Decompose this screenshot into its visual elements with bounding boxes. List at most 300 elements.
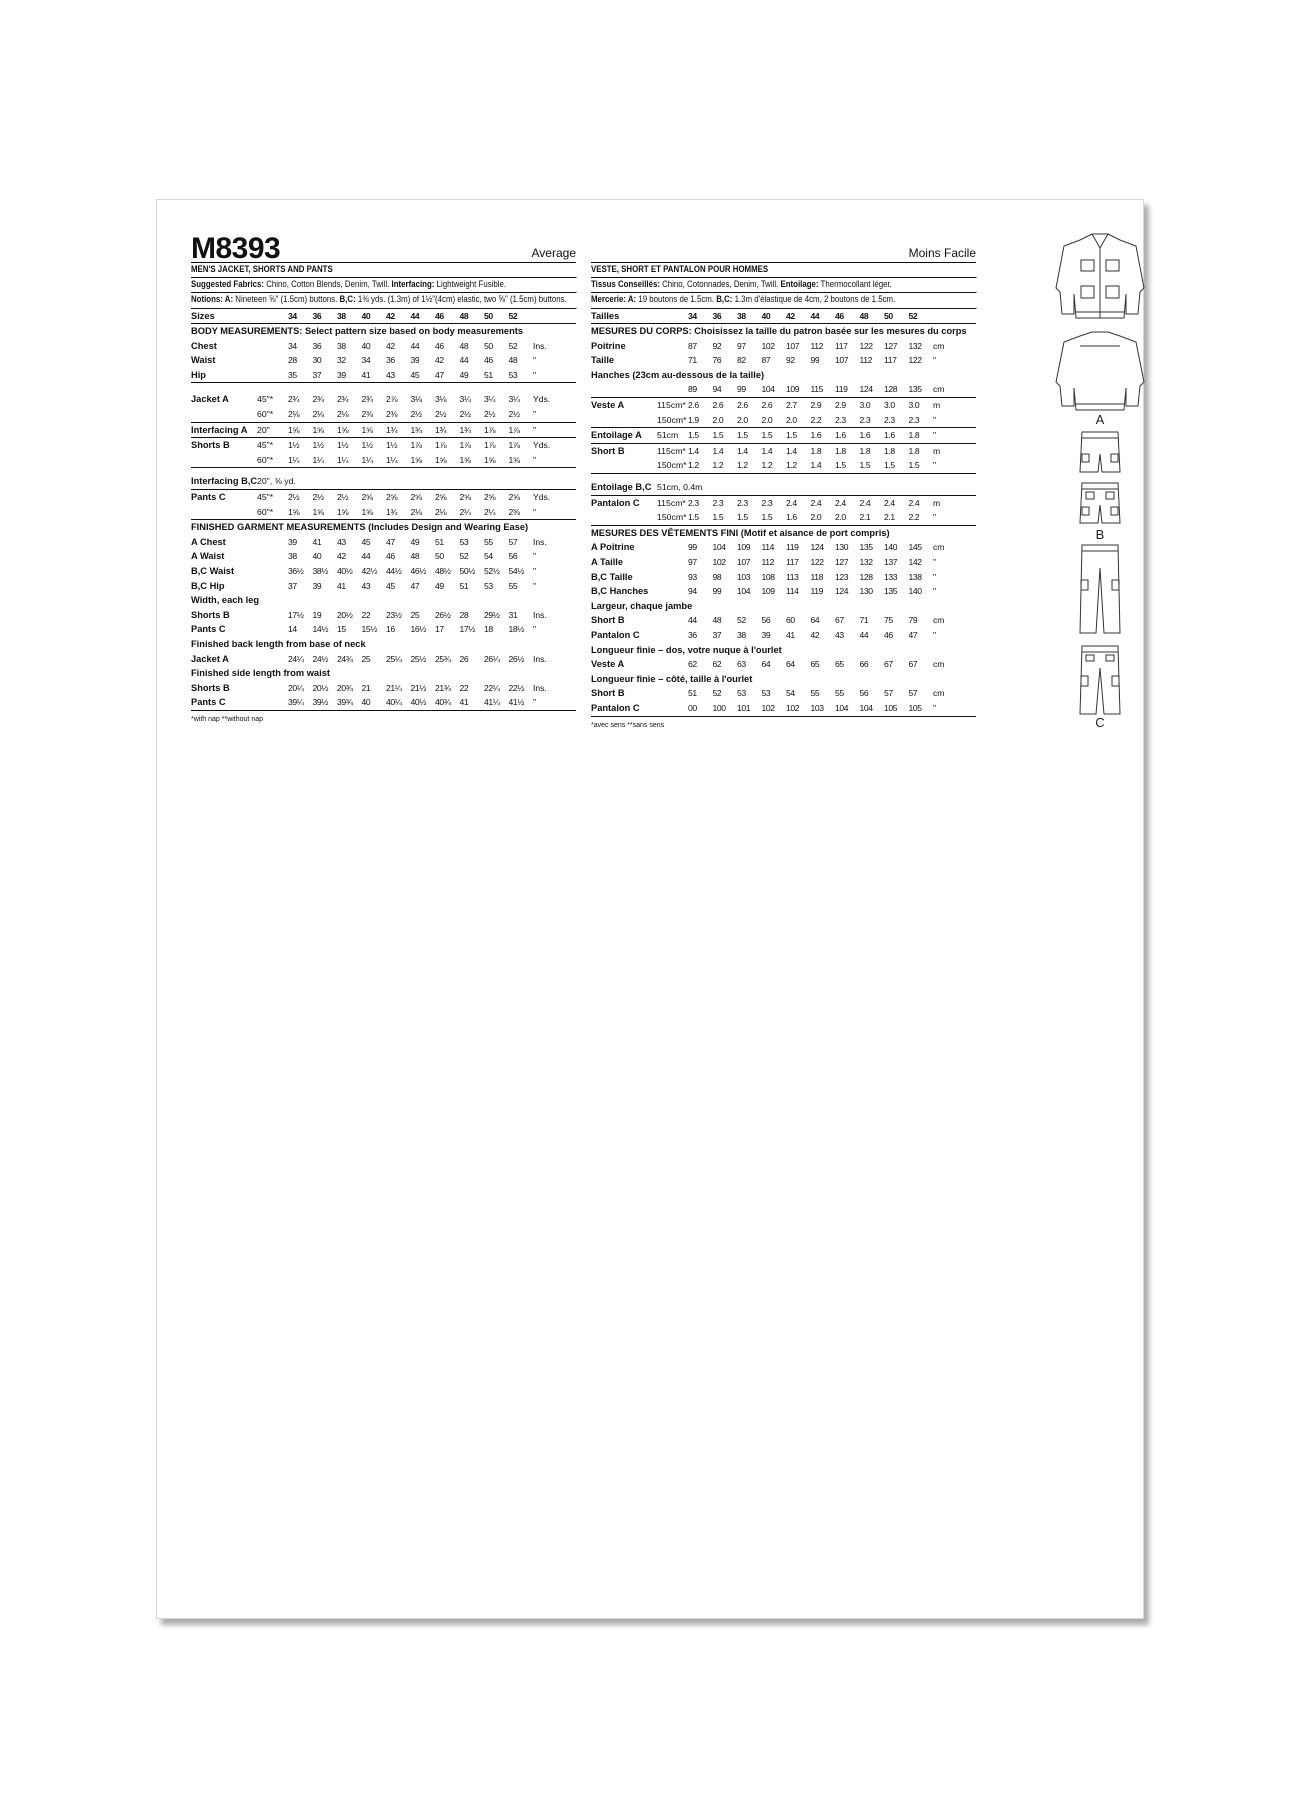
unit: cm: [933, 340, 945, 351]
size-value: 1⅞: [509, 422, 534, 438]
unit: ": [933, 701, 976, 716]
size-value: 1.5: [713, 428, 738, 444]
size-value: 1.5: [762, 428, 787, 444]
notions-line-fr: [591, 293, 976, 309]
size-value: 16½: [410, 624, 427, 635]
size-value: 42: [386, 309, 411, 324]
size-value: 1.6: [860, 428, 885, 444]
unit: ": [933, 510, 976, 525]
size-value: 19: [312, 609, 322, 620]
notions-label-bc-fr: B,C:: [716, 294, 733, 305]
fabric-width: 150cm*: [657, 413, 688, 428]
table-row: [591, 540, 976, 555]
size-value: 2⅛: [435, 505, 460, 520]
size-value: 50: [484, 340, 493, 351]
size-value: 39½: [313, 695, 338, 710]
size-value: 1.6: [835, 428, 860, 444]
size-value: 1⅞: [459, 440, 471, 451]
row-label: A Poitrine: [591, 542, 635, 553]
size-value: 3¼: [459, 394, 471, 405]
size-value: 46: [435, 309, 460, 324]
size-value: 20½: [337, 609, 353, 620]
size-value: 79: [908, 615, 918, 626]
unit: ": [933, 355, 937, 366]
size-value: 14: [288, 624, 297, 635]
size-value: 132: [859, 557, 873, 567]
size-value: 140: [884, 542, 898, 553]
size-value: 128: [884, 382, 909, 397]
size-value: 50: [484, 309, 509, 324]
size-value: 117: [835, 340, 848, 351]
size-value: 53: [509, 368, 534, 383]
size-value: 46½: [410, 566, 427, 576]
size-value: 49: [410, 536, 420, 547]
sketch-label-a: A: [1095, 412, 1105, 427]
unit: ": [933, 586, 937, 597]
size-value: 37: [288, 580, 297, 591]
row-label: Veste A: [591, 659, 625, 670]
fabric-width: [257, 622, 288, 637]
size-value: 39: [288, 536, 297, 547]
row-label: A Taille: [591, 557, 624, 567]
size-value: 40: [362, 695, 387, 710]
fabric-width: [257, 608, 288, 623]
shorts-back-sketch: [1080, 483, 1120, 523]
size-value: 29½: [484, 609, 500, 620]
size-value: 64: [761, 659, 771, 670]
section-heading: Finished side length from waist: [191, 668, 330, 679]
size-value: 76: [712, 355, 722, 366]
unit: ": [933, 571, 937, 582]
size-value: 44: [411, 309, 436, 324]
row-label: Shorts B: [191, 609, 230, 620]
size-value: 2⅜: [362, 407, 387, 422]
table-row: [591, 480, 976, 495]
row-label: A Chest: [191, 536, 226, 547]
section-heading: Longueur finie – dos, votre nuque à l'ourlet: [591, 644, 782, 655]
size-value: 2.3: [909, 413, 934, 428]
row-label: [591, 413, 657, 428]
size-value: 2.6: [712, 400, 724, 411]
pattern-title: MEN'S JACKET, SHORTS AND PANTS: [191, 263, 576, 278]
row-label: Pants C: [191, 492, 226, 503]
row-label: [591, 458, 657, 473]
fabric-width: 20": [257, 422, 288, 438]
size-value: 2⅝: [459, 492, 471, 503]
size-value: 1½: [386, 440, 398, 451]
size-value: 1½: [312, 440, 324, 451]
unit: ": [533, 422, 576, 438]
table-row: [191, 652, 576, 667]
size-value: 21: [361, 682, 371, 693]
unit: ": [933, 413, 976, 428]
sketch-label-c: C: [1095, 715, 1105, 728]
size-value: 2⅝: [361, 492, 373, 503]
size-value: 24¼: [288, 653, 304, 664]
size-value: 48½: [435, 566, 451, 576]
fabric-width: [257, 681, 288, 696]
size-value: 122: [908, 355, 922, 366]
size-value: 48: [712, 615, 722, 626]
table-row: [591, 628, 976, 643]
size-value: 108: [761, 571, 775, 582]
size-value: 132: [908, 340, 922, 351]
size-value: 54½: [508, 566, 525, 576]
unit: cm: [933, 688, 945, 699]
interfacing-label-fr: Entoilage:: [780, 278, 819, 290]
unit: [533, 309, 576, 324]
size-value: 17: [435, 624, 444, 635]
size-value: 2½: [435, 407, 460, 422]
size-value: 26½: [435, 609, 451, 620]
row-label: Short B: [591, 615, 625, 626]
fabric-width: [257, 535, 288, 550]
size-value: 1.5: [688, 428, 713, 444]
unit: ": [933, 557, 937, 567]
size-value: 39: [312, 580, 322, 591]
size-value: 1.5: [762, 510, 787, 525]
unit: ": [933, 629, 937, 640]
size-value: 1.4: [712, 445, 724, 456]
size-value: 2.3: [712, 497, 724, 508]
size-value: 115: [811, 382, 836, 397]
size-value: 71: [859, 615, 869, 626]
size-value: 119: [810, 586, 824, 597]
size-value: 1.5: [713, 510, 738, 525]
fabrics-label: Suggested Fabrics:: [191, 278, 265, 290]
fabric-width: 20", ⅜ yd.: [257, 474, 576, 489]
size-value: 1⅞: [410, 440, 422, 451]
size-value: 1.2: [713, 458, 738, 473]
size-value: 2.0: [713, 413, 738, 428]
size-value: 1.8: [859, 445, 871, 456]
fabric-width: [257, 353, 288, 368]
table-row: [191, 593, 576, 608]
size-value: 52½: [484, 566, 500, 576]
table-row: [591, 672, 976, 687]
size-value: 48: [460, 309, 485, 324]
size-value: 25¾: [435, 653, 451, 664]
footnote: *with nap **without nap: [191, 715, 263, 723]
fabric-width: 51cm: [657, 428, 688, 444]
table-row: [591, 309, 976, 324]
fabrics-text-fr: Chino, Cotonnades, Denim, Twill.: [659, 278, 781, 290]
row-label: Taille: [591, 355, 615, 366]
size-value: 43: [386, 368, 411, 383]
size-value: 1.2: [737, 458, 762, 473]
size-value: 41: [362, 368, 387, 383]
size-value: 40: [362, 309, 387, 324]
size-value: 46: [435, 340, 444, 351]
size-value: 41½: [509, 695, 534, 710]
unit: Ins.: [533, 653, 547, 664]
notions-label: Notions: A:: [191, 294, 234, 305]
size-value: 1.8: [884, 445, 895, 456]
size-value: 2.4: [810, 497, 822, 508]
size-value: 1⅝: [337, 505, 362, 520]
table-row: [191, 564, 576, 579]
size-value: 34: [688, 309, 713, 324]
size-value: 15: [337, 624, 346, 635]
fabric-width: [257, 339, 288, 354]
size-value: 1.2: [762, 458, 787, 473]
size-value: 26½: [508, 653, 525, 664]
size-value: 36: [688, 629, 697, 640]
table-row: [191, 622, 576, 637]
size-value: 34: [288, 340, 297, 351]
size-value: 40: [312, 551, 322, 562]
section-heading: BODY MEASUREMENTS: Select pattern size based on body measurements: [191, 326, 524, 337]
size-value: 38: [737, 629, 746, 640]
size-value: 1⅝: [337, 422, 362, 438]
size-value: 2⅛: [313, 407, 338, 422]
notions-text-a-fr: 19 boutons de 1.5cm.: [636, 294, 717, 305]
size-value: 1.5: [688, 510, 713, 525]
size-value: 57: [508, 536, 518, 547]
size-value: 52: [909, 309, 934, 324]
size-value: 2⅝: [435, 492, 447, 503]
size-value: 1.4: [737, 445, 748, 456]
size-value: 46: [386, 551, 395, 562]
unit: ": [533, 505, 576, 520]
fabric-width: [657, 628, 688, 643]
fabrics-line-fr: [591, 278, 976, 294]
size-value: 2¾: [288, 394, 300, 405]
size-value: 1¾: [460, 422, 485, 438]
size-value: 52: [712, 688, 722, 699]
size-value: 28: [288, 355, 297, 366]
row-label: B,C Taille: [591, 571, 633, 582]
size-value: 2⅝: [508, 492, 520, 503]
size-value: 2.2: [811, 413, 836, 428]
row-label: B,C Waist: [191, 566, 235, 576]
size-value: 122: [810, 557, 824, 567]
fabric-width: [657, 613, 688, 628]
size-value: 104: [762, 382, 787, 397]
size-value: 145: [908, 542, 922, 553]
size-value: 57: [884, 688, 893, 699]
unit: m: [933, 400, 941, 411]
size-value: 21¼: [386, 682, 402, 693]
section-heading: MESURES DES VÊTEMENTS FINI (Motif et aisance de port compris): [591, 527, 890, 538]
unit: ": [533, 624, 537, 635]
size-value: 40: [762, 309, 787, 324]
fabric-width: [257, 579, 288, 594]
size-value: 1.8: [810, 445, 822, 456]
fabric-width: 60"*: [257, 407, 288, 422]
size-value: 94: [688, 586, 697, 597]
size-value: 2.6: [688, 400, 699, 411]
table-row: [591, 686, 976, 701]
row-label: Chest: [191, 340, 217, 351]
size-value: 25: [361, 653, 371, 664]
size-value: 50: [884, 309, 909, 324]
fabric-width: [657, 657, 688, 672]
fabric-width: 45"*: [257, 440, 274, 451]
size-value: 1.4: [811, 458, 836, 473]
interfacing-label: Interfacing:: [391, 278, 435, 290]
size-value: 1.9: [688, 413, 713, 428]
table-row: [191, 637, 576, 652]
size-value: 14½: [312, 624, 329, 635]
size-value: 1.5: [835, 458, 860, 473]
size-value: 20½: [312, 682, 329, 693]
size-value: 130: [835, 542, 849, 553]
size-value: 1.8: [909, 428, 934, 444]
size-value: 65: [810, 659, 820, 670]
size-value: 1.8: [835, 445, 846, 456]
section-heading: Hanches (23cm au-dessous de la taille): [591, 369, 765, 380]
size-value: 22½: [508, 682, 525, 693]
size-value: 45: [386, 580, 395, 591]
size-value: 2.9: [835, 400, 846, 411]
table-row: [591, 443, 976, 458]
table-row: [191, 520, 576, 535]
unit: Ins.: [533, 609, 547, 620]
unit: cm: [933, 615, 945, 626]
size-value: 2½: [312, 492, 324, 503]
size-value: 1⅝: [484, 453, 509, 468]
size-value: 107: [786, 340, 800, 351]
size-value: 124: [835, 586, 849, 597]
size-value: 99: [712, 586, 722, 597]
size-value: 82: [737, 355, 746, 366]
fabric-width: [657, 382, 688, 397]
size-value: 1⅝: [313, 505, 338, 520]
table-row: [591, 599, 976, 614]
size-value: 1¼: [313, 453, 338, 468]
title-row: [191, 232, 576, 265]
size-value: 1¼: [337, 453, 362, 468]
size-value: 1.6: [811, 428, 836, 444]
size-value: 1½: [337, 440, 349, 451]
size-value: 92: [786, 355, 795, 366]
unit: m: [933, 445, 941, 456]
size-value: 2.3: [860, 413, 885, 428]
size-value: 55: [810, 688, 820, 699]
table-row: [191, 535, 576, 550]
unit: Ins.: [533, 340, 547, 351]
size-value: 2½: [337, 492, 349, 503]
size-value: 1.4: [688, 445, 699, 456]
size-value: 99: [688, 542, 697, 553]
size-value: 104: [835, 701, 860, 716]
row-label: B,C Hanches: [591, 586, 649, 597]
size-value: 109: [737, 542, 751, 553]
fabric-width: 45"*: [257, 492, 274, 503]
size-value: 2½: [509, 407, 534, 422]
size-value: 128: [859, 571, 873, 582]
unit: ": [533, 453, 576, 468]
size-value: 44: [859, 629, 869, 640]
size-value: 2⅝: [484, 492, 496, 503]
size-value: 51: [484, 368, 509, 383]
section-heading: FINISHED GARMENT MEASUREMENTS (Includes Design and Wearing Ease): [191, 522, 529, 533]
size-value: 43: [337, 536, 346, 547]
size-value: 34: [361, 355, 371, 366]
size-value: 89: [688, 382, 713, 397]
size-value: 75: [884, 615, 893, 626]
size-value: 40¼: [386, 695, 411, 710]
size-value: 41: [312, 536, 322, 547]
fabric-width: [657, 555, 688, 570]
size-value: 2.0: [811, 510, 836, 525]
spacer-cell: [191, 383, 576, 393]
notions-text-bc-fr: 1.3m d'élastique de 4cm, 2 boutons de 1.5cm.: [732, 294, 896, 305]
size-value: 36: [713, 309, 738, 324]
size-value: 21½: [410, 682, 427, 693]
size-value: 122: [859, 340, 873, 351]
size-value: 66: [859, 659, 869, 670]
size-value: 2½: [411, 407, 436, 422]
row-label: [191, 407, 257, 422]
size-value: 42: [386, 340, 395, 351]
size-value: 124: [860, 382, 885, 397]
size-value: 105: [884, 701, 909, 716]
notions-line: [191, 293, 576, 309]
unit: Yds.: [533, 394, 551, 405]
jacket-back-sketch: [1056, 332, 1144, 410]
size-value: 94: [713, 382, 738, 397]
size-value: 63: [737, 659, 746, 670]
size-value: 1⅝: [435, 453, 460, 468]
size-value: 52: [508, 340, 518, 351]
fabric-width: [257, 549, 288, 564]
size-value: 119: [835, 382, 860, 397]
size-value: 99: [737, 382, 762, 397]
size-value: 32: [337, 355, 346, 366]
size-value: 51: [459, 580, 469, 591]
table-row: [591, 353, 976, 368]
size-value: 42: [435, 355, 444, 366]
size-value: 18: [484, 624, 493, 635]
row-label: Pantalon C: [591, 701, 657, 716]
table-row: [591, 413, 976, 428]
size-value: 2⅞: [386, 394, 398, 405]
size-value: 38: [337, 340, 346, 351]
size-value: 1.6: [884, 428, 909, 444]
fabric-width: [257, 309, 288, 324]
footnote-fr: *avec sens **sans sens: [591, 721, 665, 729]
size-value: 2¾: [361, 394, 373, 405]
size-value: 107: [835, 355, 849, 366]
size-value: 48: [860, 309, 885, 324]
table-row: [591, 398, 976, 413]
row-label: Shorts B: [191, 440, 230, 451]
size-value: 67: [884, 659, 893, 670]
fabric-width: [657, 540, 688, 555]
unit: ": [533, 407, 576, 422]
size-value: 65: [835, 659, 844, 670]
table-row: [191, 681, 576, 696]
size-value: 2.1: [860, 510, 885, 525]
fabrics-line: [191, 278, 576, 294]
size-value: 1⅞: [508, 440, 520, 451]
size-value: 1.2: [688, 458, 713, 473]
table-row: [191, 339, 576, 354]
table-row: [191, 392, 576, 407]
size-value: 2.4: [859, 497, 871, 508]
pants-front-sketch: [1080, 545, 1120, 633]
size-value: 2.4: [884, 497, 895, 508]
size-value: 56: [859, 688, 869, 699]
size-value: 25¼: [386, 653, 402, 664]
size-value: 24½: [312, 653, 329, 664]
row-label: Interfacing B,C: [191, 474, 257, 489]
size-value: 112: [761, 557, 775, 567]
size-value: 103: [811, 701, 836, 716]
size-value: 1¼: [362, 453, 387, 468]
